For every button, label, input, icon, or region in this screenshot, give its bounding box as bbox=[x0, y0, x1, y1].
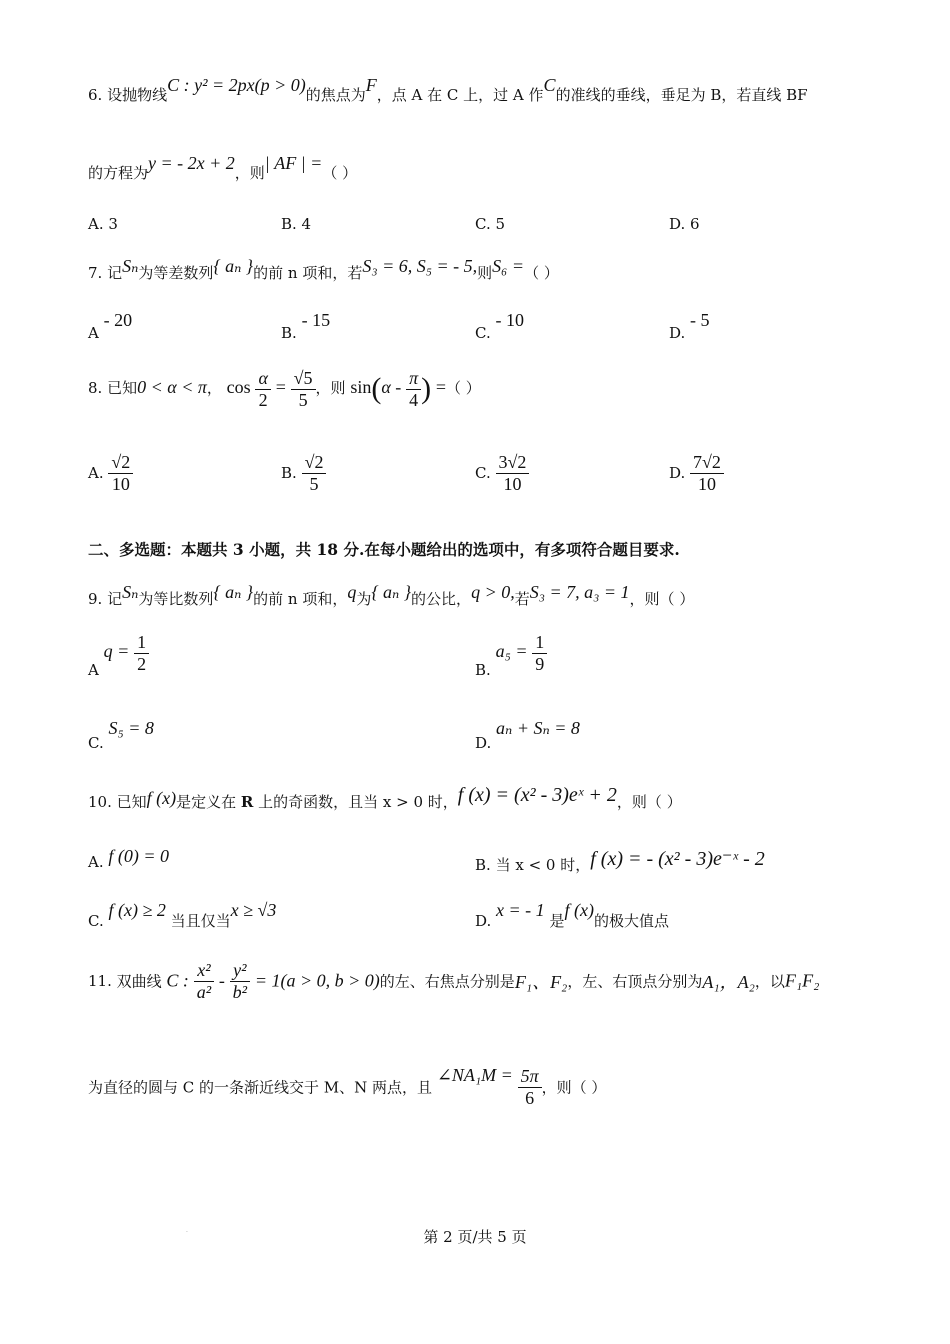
q8-option-c[interactable]: C. $\frac{3√2}{10}$ bbox=[475, 452, 529, 494]
q10-option-a[interactable]: A. f (0) = 0 bbox=[88, 846, 170, 871]
q7-option-a[interactable]: A - 20 bbox=[88, 310, 133, 342]
q9-option-a[interactable]: A q = $\frac{1}{2}$ bbox=[88, 632, 149, 679]
q6-line2: 的方程为y = - 2x + 2，则| AF | =（ ） bbox=[88, 153, 358, 182]
q8-option-a[interactable]: A. $\frac{√2}{10}$ bbox=[88, 452, 133, 494]
q6-option-c[interactable]: C. 5 bbox=[475, 215, 506, 233]
page-speck: . bbox=[186, 1227, 188, 1234]
q11-line2: 为直径的圆与 C 的一条渐近线交于 M、N 两点，且 ∠NA₁M = $\frac{5\pi}{6}$ ，则（ ） bbox=[88, 1064, 607, 1108]
q7-line1: 7. 记Sₙ为等差数列{ aₙ }的前 n 项和，若S₃ = 6, S₅ = - 5,则S₆ =（ ） bbox=[88, 256, 559, 282]
q10-line1: 10. 已知f (x)是定义在 R 上的奇函数，且当 x > 0 时，f (x) = (x² - 3)eˣ + 2，则（ ） bbox=[88, 784, 682, 811]
q7-option-b[interactable]: B. - 15 bbox=[281, 310, 331, 342]
page-footer: 第 2 页/共 5 页 bbox=[423, 1228, 527, 1246]
q6-option-a[interactable]: A. 3 bbox=[88, 215, 118, 233]
q8-option-d[interactable]: D. $\frac{7√2}{10}$ bbox=[669, 452, 724, 494]
q6-parabola-formula: C : y² = 2px(p > 0) bbox=[167, 75, 306, 95]
q10-function-definition: f (x) = (x² - 3)eˣ + 2 bbox=[457, 784, 617, 806]
q11-line1: 11. 双曲线 C : $\frac{\text{x²}}{\text{a²}}$ - $\frac{\text{y²}}{\text{b²}}$ = 1(a > 0, b > 0)的左、右焦点分别是F₁、F₂，左、右顶点分别为A₁，A₂，以F₁F₂ bbox=[88, 960, 820, 1002]
q8-frac-sqrt5-5: $\frac{√5}{5}$ bbox=[291, 368, 316, 410]
q9-line1: 9. 记Sₙ为等比数列{ aₙ }的前 n 项和，q为{ aₙ }的公比，q > 0,若S₃ = 7, a₃ = 1，则（ ） bbox=[88, 582, 695, 608]
q6-number: 6. bbox=[88, 86, 108, 104]
q7-option-c[interactable]: C. - 10 bbox=[475, 310, 524, 342]
q11-number: 11. bbox=[88, 972, 117, 991]
q8-option-b[interactable]: B. $\frac{√2}{5}$ bbox=[281, 452, 326, 494]
q8-line1: 8. 已知0 < α < π， cos $\frac{\alpha}{2}$ = $\frac{√5}{5}$ ，则 sin(α - $\frac{\pi}{4}$ ) =（ ） bbox=[88, 368, 481, 410]
q8-frac-pi-4: $\frac{\pi}{4}$ bbox=[406, 368, 421, 410]
q9-number: 9. bbox=[88, 590, 108, 608]
q10-option-c[interactable]: C. f (x) ≥ 2 当且仅当x ≥ √3 bbox=[88, 900, 277, 930]
q6-option-d[interactable]: D. 6 bbox=[669, 215, 700, 233]
q7-option-d[interactable]: D. - 5 bbox=[669, 310, 710, 342]
q9-option-c[interactable]: C. S₅ = 8 bbox=[88, 718, 154, 752]
q10-option-d[interactable]: D. x = - 1 是f (x)的极大值点 bbox=[475, 900, 669, 930]
q10-option-b[interactable]: B. 当 x < 0 时，f (x) = - (x² - 3)e⁻ˣ - 2 bbox=[475, 848, 765, 874]
q9-option-d[interactable]: D. aₙ + Sₙ = 8 bbox=[475, 718, 580, 752]
q7-number: 7. bbox=[88, 264, 108, 282]
q9-option-b[interactable]: B. a₅ = $\frac{1}{9}$ bbox=[475, 632, 547, 679]
q10-number: 10. bbox=[88, 793, 117, 811]
q6-line-equation: y = - 2x + 2 bbox=[148, 153, 235, 173]
q6-line1: 6. 设抛物线C : y² = 2px(p > 0)的焦点为F，点 A 在 C 上，过 A 作C的准线的垂线，垂足为 B，若直线 BF bbox=[88, 75, 808, 104]
q8-frac-alpha-2: $\frac{\alpha}{2}$ bbox=[255, 368, 270, 410]
q6-option-b[interactable]: B. 4 bbox=[281, 215, 312, 233]
q8-number: 8. bbox=[88, 379, 108, 398]
section-heading: 二、多选题：本题共 3 小题，共 18 分.在每小题给出的选项中，有多项符合题目要求. bbox=[88, 540, 680, 559]
